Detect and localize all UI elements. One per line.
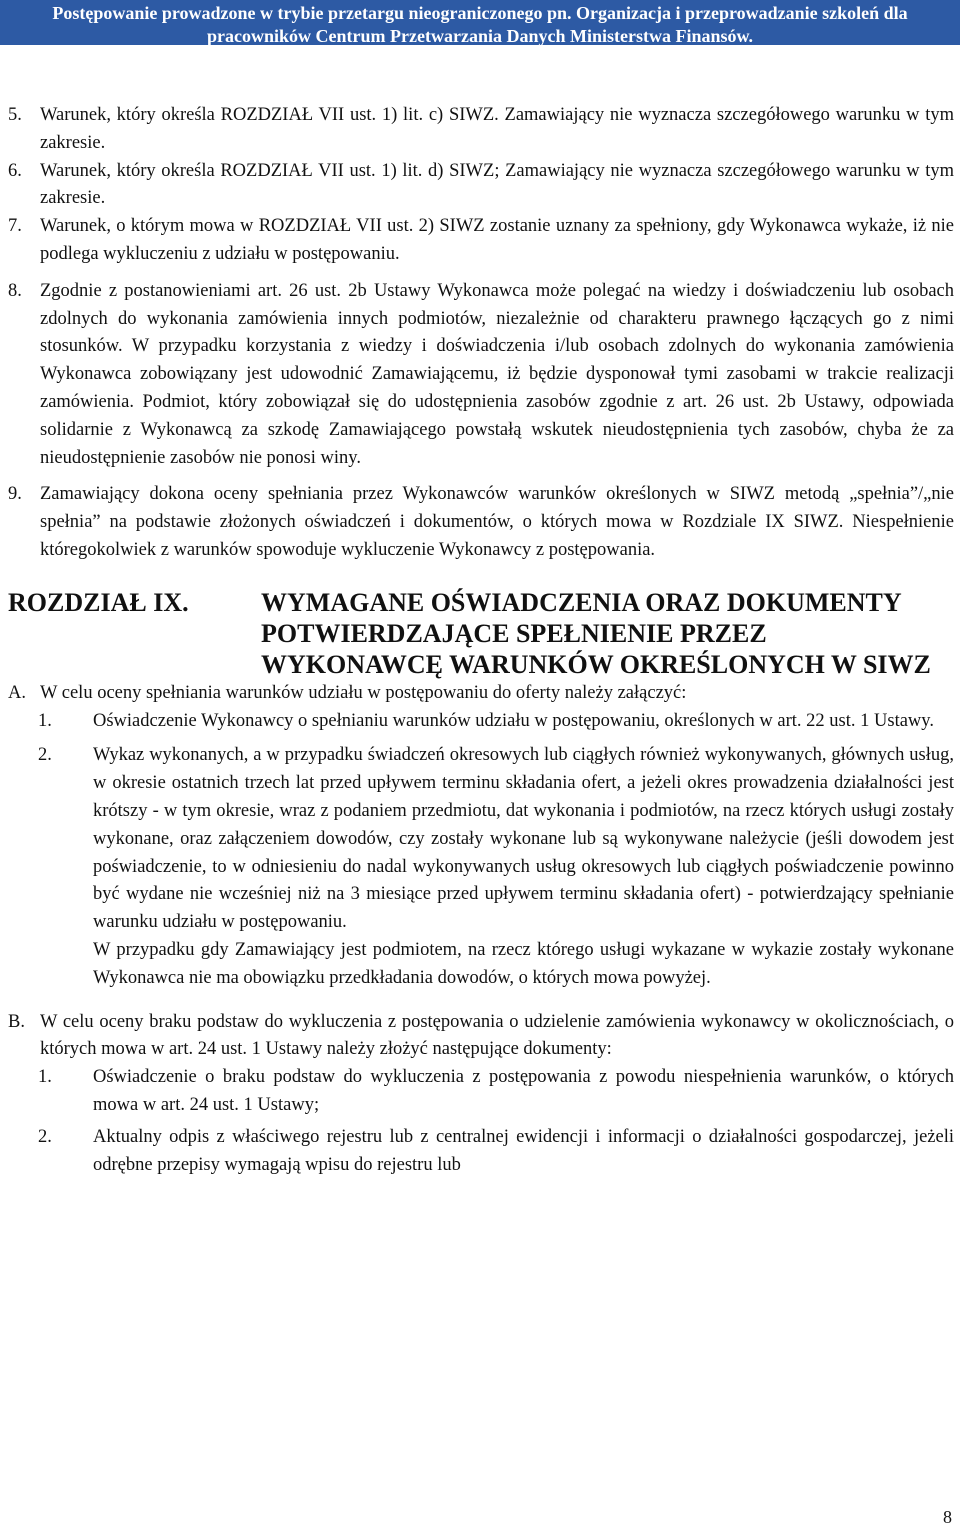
item-text: Zamawiający dokona oceny spełniania przez Wykonawców warunków określonych w SIWZ metodą „spełnia”/„nie spełnia” na podstawie złożonych oświadczeń i dokumentów, o których mowa w Rozdziale IX SIWZ. Niespełnienie któregokolwiek z warunków spowoduje wykluczenie Wykonawcy z postępowania. [40, 484, 954, 560]
item-number: 6. [8, 160, 22, 181]
item-text: Oświadczenie Wykonawcy o spełnianiu warunków udziału w postępowaniu, określonych w art. 22 ust. 1 Ustawy. [93, 710, 934, 731]
list-item [38, 1124, 954, 1180]
document-header [0, 0, 960, 45]
list-item [8, 213, 954, 269]
item-number: 2. [38, 1126, 52, 1147]
item-number: 1. [38, 1067, 52, 1088]
item-number: 9. [8, 484, 22, 505]
item-text: Aktualny odpis z właściwego rejestru lub z centralnej ewidencji i informacji o działalności gospodarczej, jeżeli odrębne przepisy wymagają wpisu do rejestru lub [93, 1126, 954, 1175]
item-number: 7. [8, 216, 22, 237]
list-item [8, 278, 954, 473]
item-text: Warunek, który określa ROZDZIAŁ VII ust. 1) lit. c) SIWZ. Zamawiający nie wyznacza szczegółowego warunku w tym zakresie. [40, 105, 954, 153]
section-title: WYMAGANE OŚWIADCZENIA ORAZ DOKUMENTY POTWIERDZAJĄCE SPEŁNIENIE PRZEZ WYKONAWCĘ WARUNKÓW OKREŚLONYCH W SIWZ [261, 587, 931, 679]
document-body [8, 102, 954, 1179]
list-item [8, 158, 954, 214]
list-item [8, 102, 954, 158]
part-a-note: W przypadku gdy Zamawiający jest podmiotem, na rzecz którego usługi wykazane w wykazie zostały wykonane Wykonawca nie ma obowiązku przedkładania dowodów, o których mowa powyżej. [93, 939, 954, 988]
item-number: 5. [8, 105, 22, 125]
item-number: 2. [38, 745, 52, 766]
item-text: Wykaz wykonanych, a w przypadku świadczeń okresowych lub ciągłych również wykonywanych, głównych usług, w okresie ostatnich trzech lat przed upływem terminu składania ofert, a jeżeli okres prowadzenia działalności jest krótszy - w tym okresie, wraz z podaniem przedmiotu, dat wykonania i podmiotów, na rzecz których usługi zostały wykonane, oraz załączeniem dowodów, czy zostały wykonane lub są wykonywane należycie (jeśli dowodem jest poświadczenie, to w odniesieniu do nadal wykonywanych usług okresowych lub ciągłych poświadczenie powinno być wydane nie wcześniej niż na 3 miesiące przed upływem terminu składania ofert) - potwierdzający spełnianie warunku udziału w postępowaniu. [93, 745, 954, 933]
item-text: Warunek, o którym mowa w ROZDZIAŁ VII ust. 2) SIWZ zostanie uznany za spełniony, gdy Wykonawca wykaże, iż nie podlega wykluczeniu z udziału w postępowaniu. [40, 216, 954, 264]
header-line-2: pracowników Centrum Przetwarzania Danych Ministerstwa Finansów. [207, 26, 753, 46]
part-a [8, 680, 954, 708]
page-number: 8 [943, 1507, 952, 1527]
part-a-number: A. [8, 682, 26, 703]
list-item [38, 742, 954, 937]
item-text: Warunek, który określa ROZDZIAŁ VII ust. 1) lit. d) SIWZ; Zamawiający nie wyznacza szczegółowego warunku w tym zakresie. [40, 160, 954, 209]
item-number: 8. [8, 280, 22, 301]
part-a-text: W celu oceny spełniania warunków udziału w postępowaniu do oferty należy załączyć: [40, 682, 687, 703]
section-heading [8, 587, 954, 680]
list-item [38, 708, 954, 736]
list-item [8, 481, 954, 564]
part-b-text: W celu oceny braku podstaw do wykluczenia z postępowania o udzielenie zamówienia wykonawcy w okolicznościach, o których mowa w art. 24 ust. 1 Ustawy należy złożyć następujące dokumenty: [40, 1011, 954, 1060]
item-text: Zgodnie z postanowieniami art. 26 ust. 2b Ustawy Wykonawca może polegać na wiedzy i doświadczeniu lub osobach zdolnych do wykonania zamówienia innych podmiotów, niezależnie od charakteru prawnego łączących go z nimi stosunków. W przypadku korzystania z wiedzy i doświadczenia i/lub osobach zdolnych do wykonania zamówienia Wykonawca zobowiązany jest udowodnić Zamawiającemu, iż będzie dysponował tymi zasobami w trakcie realizacji zamówienia. Podmiot, który zobowiązał się do udostępnienia zasobów zgodnie z art. 26 ust. 2b Ustawy, odpowiada solidarnie z Wykonawcą za szkodę Zamawiającego powstałą wskutek nieudostępnienia tych zasobów, chyba że za nieudostępnienie zasobów nie ponosi winy. [40, 280, 954, 468]
header-line-1: Postępowanie prowadzone w trybie przetargu nieograniczonego pn. Organizacja i przeprowadzanie szkoleń dla [52, 3, 908, 23]
part-b [8, 1009, 954, 1065]
section-label: ROZDZIAŁ IX. [8, 587, 189, 617]
item-number: 1. [38, 710, 52, 731]
list-item [38, 1064, 954, 1120]
part-b-number: B. [8, 1011, 25, 1032]
item-text: Oświadczenie o braku podstaw do wykluczenia z postępowania z powodu niespełnienia warunków, o których mowa w art. 24 ust. 1 Ustawy; [93, 1067, 954, 1115]
